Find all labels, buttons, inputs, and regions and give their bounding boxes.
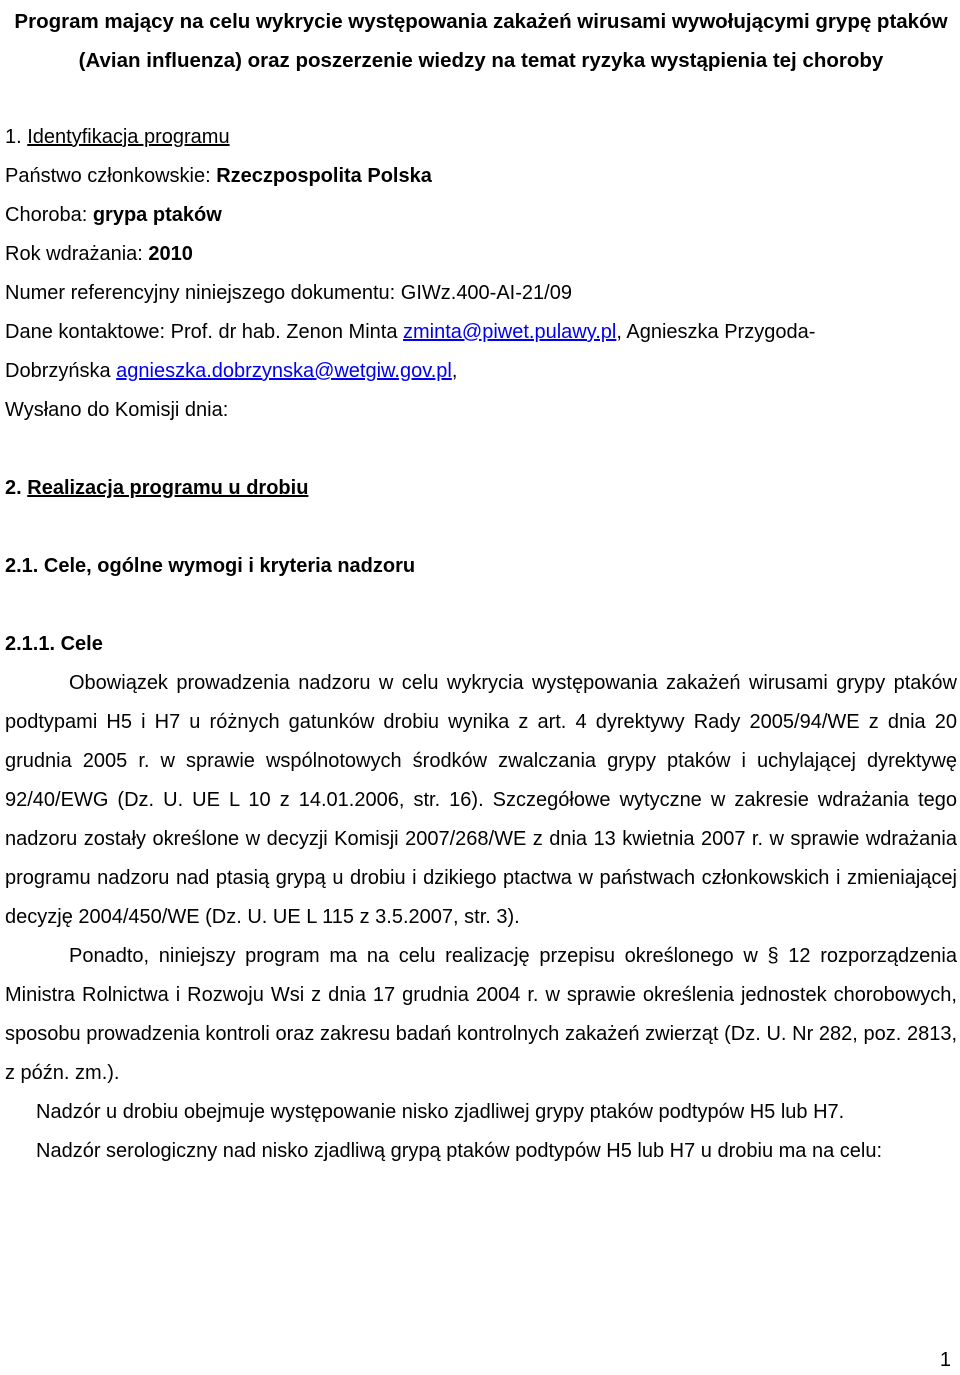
spacer [5,430,957,469]
section-1-title: Identyfikacja programu [27,126,230,148]
spacer [5,80,957,118]
spacer [5,508,957,547]
page-number: 1 [939,1349,951,1371]
member-state-row [5,157,957,196]
year-value: 2010 [148,243,193,265]
section-2-heading [5,469,957,508]
spacer [5,586,957,625]
reference-label: Numer referencyjny niniejszego dokumentu: [5,282,396,304]
document-title: Program mający na celu wykrycie występowania zakażeń wirusami wywołującymi grypę ptaków (Avian influenza) oraz poszerzenie wiedzy na temat ryzyka wystąpienia tej choroby [14,10,948,72]
section-2-1-1-heading: 2.1.1. Cele [5,633,103,655]
contact-label: Dane kontaktowe: Prof. dr hab. Zenon Minta [5,321,398,343]
contact-email-link-1[interactable]: zminta@piwet.pulawy.pl [403,321,617,343]
paragraph-4: Nadzór serologiczny nad nisko zjadliwą grypą ptaków podtypów H5 lub H7 u drobiu ma na celu: [36,1140,883,1162]
section-1-number: 1. [5,126,22,148]
contact-row [5,313,957,352]
contact-name-2: Dobrzyńska [5,360,111,382]
section-2-number: 2. [5,477,22,499]
disease-row [5,196,957,235]
reference-value: GIWz.400-AI-21/09 [400,282,572,304]
section-2-1-heading: 2.1. Cele, ogólne wymogi i kryteria nadzoru [5,555,416,577]
year-label: Rok wdrażania: [5,243,143,265]
paragraph-1: Obowiązek prowadzenia nadzoru w celu wykrycia występowania zakażeń wirusami grypy ptaków podtypami H5 i H7 u różnych gatunków drobiu wynika z art. 4 dyrektywy Rady 2005/94/WE z dnia 20 grudnia 2005 r. w sprawie wspólnotowych środków zwalczania grypy ptaków i uchylającej dyrektywę 92/40/EWG (Dz. U. UE L 10 z 14.01.2006, str. 16). Szczegółowe wytyczne w zakresie wdrażania tego nadzoru zostały określone w decyzji Komisji 2007/268/WE z dnia 13 kwietnia 2007 r. w sprawie wdrażania programu nadzoru nad ptasią grypą u drobiu i dzikiego ptactwa w państwach członkowskich i zmieniającej decyzję 2004/450/WE (Dz. U. UE L 115 z 3.5.2007, str. 3). [5,672,957,928]
disease-value: grypa ptaków [92,204,222,226]
contact-row-2 [5,352,957,391]
member-state-label: Państwo członkowskie: [5,165,211,187]
sent-label: Wysłano do Komisji dnia: [5,399,229,421]
contact-email-link-2[interactable]: agnieszka.dobrzynska@wetgiw.gov.pl [116,360,452,382]
sent-row [5,391,957,430]
paragraph-3: Nadzór u drobiu obejmuje występowanie nisko zjadliwej grypy ptaków podtypów H5 lub H7. [36,1101,845,1123]
paragraph-2: Ponadto, niniejszy program ma na celu realizację przepisu określonego w § 12 rozporządzenia Ministra Rolnictwa i Rozwoju Wsi z dnia 17 grudnia 2004 r. w sprawie określenia jednostek chorobowych, sposobu prowadzenia kontroli oraz zakresu badań kontrolnych zakażeń zwierząt (Dz. U. Nr 282, poz. 2813, z późn. zm.). [5,945,957,1084]
document-page [5,0,957,1375]
reference-row [5,274,957,313]
member-state-value: Rzeczpospolita Polska [216,165,432,187]
section-2-title: Realizacja programu u drobiu [27,477,309,499]
section-1-heading [5,118,957,157]
disease-label: Choroba: [5,204,88,226]
year-row [5,235,957,274]
contact-mid: , Agnieszka Przygoda- [616,321,816,343]
contact-end: , [451,360,458,382]
